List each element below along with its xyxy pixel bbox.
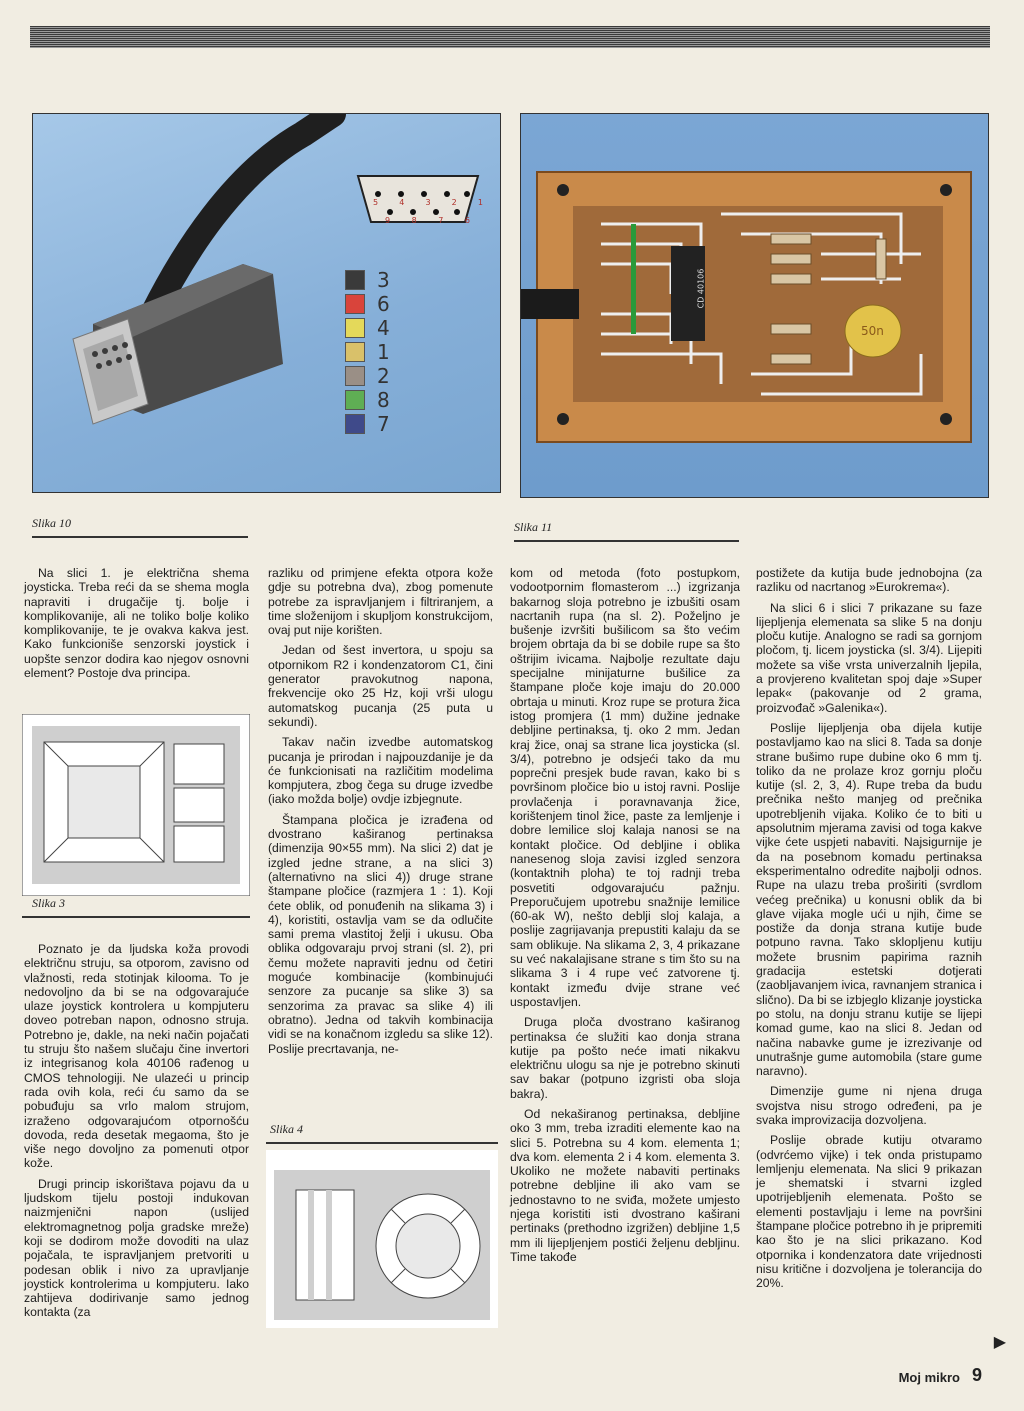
paragraph: Od nekaširanog pertinaksa, debljine oko 3 mm, treba izraditi elemente kao na slici 5. Potrebna su 4 kom. elementa 1; dva kom. elementa 2 i 4 kom. elementa 3. Ukoliko ne možete nabaviti pertinaks potrebne debljine ili ako vam se jednostavno to ne sviđa, možete umjesto njega koristiti isti dvostrano kaširani pertinaks (prethodno izgrižen) debljine 1,5 mm ili lijepljenjem postići željenu debljinu. Time takođe [510, 1106, 740, 1264]
wire-color-swatch [345, 342, 365, 362]
column-2 [268, 566, 493, 1062]
chip-label: CD 40106 [696, 268, 706, 309]
wire-legend-row [345, 364, 415, 388]
wire-legend-row [345, 316, 415, 340]
wire-color-swatch [345, 390, 365, 410]
pin-number: 2 [451, 198, 457, 207]
photo-circuit-board [520, 113, 989, 498]
wire-color-swatch [345, 294, 365, 314]
wire-pin-number: 3 [377, 268, 390, 292]
wire-pin-number: 6 [377, 292, 390, 316]
pin-number: 5 [373, 198, 379, 207]
paragraph: Poslije lijepljenja oba dijela kutije postavljamo kao na slici 8. Tada sa donje strane bušimo rupe dubine oko 6 mm tj. toliko da ne prolaze kroz gornju ploču kutije (sl. 2, 3, 4). Rupe treba da budu prečnika nešto manjeg od prečnika upotrebljenih vijaka. Koliko će to biti u apsolutnim mjerama zavisi od toga kakve vijke ćete uspjeti nabaviti. Najsigurnije je da na posebnom komadu pertinaksa eksperimentalno odredite najbolji odnos. Rupe na ulazu treba proširiti (svrdlom većeg prečnika) u konusni oblik da bi glave vijaka mogle ući u njih, čime se postiže da donja strana kutije bude potpuno ravna. Tako sklopljenu kutiju možete brusnim papirima raznih gradacija estetski dotjerati (zaobljavanjem ivica, ravnanjem stranica i slično). Da bi se izbjeglo klizanje joysticka po stolu, na donju stranu kutije se lijepi komad gume, kao na slici 8. Jedan od načina nabavke gume je izrezivanje od unutrašnje gume automobila (stare gume naravno). [756, 720, 982, 1079]
pin-number: 4 [399, 198, 405, 207]
paragraph: Poslije obrade kutiju otvaramo (odvrćemo vijke) i tek onda pristupamo lemljenju elemenata. Na slici 9 prikazan je shematski i stvarni izgled upotrijebljenih elemenata. Pošto se elementi postavljaju i leme na površini štampane pločice potrebno ih je pripremiti kao što je na slici prikazano. Kod otpornika i kondenzatora date vrijednosti nisu kritične i dozvoljena je tolerancija do 20%. [756, 1133, 982, 1291]
caption-rule-11 [514, 540, 739, 542]
wire-color-swatch [345, 318, 365, 338]
connector-pin-numbers-bottom [385, 216, 470, 225]
wire-pin-number: 8 [377, 388, 390, 412]
pin-number: 7 [438, 216, 444, 225]
caption-slika-10: Slika 10 [32, 516, 71, 530]
paragraph: kom od metoda (foto postupkom, vodootpornim flomasterom ...) izgrizanja bakarnog sloja potrebno je izbušiti osam nacrtanih rupa (na sl. 2). Poželjno je bušenje izvršiti bušilicom sa što većim brojem obrtaja da bi se dobile rupe sa što oštrijim ivicama. Najbolje rezultate daju specijalne minijaturne bušilice za štampane ploče koje imaju do 20.000 obrtaja u minuti. Kroz rupe se protura žica istog promjera (1 mm) dužine jednake debljine pertinaksa, tj. oko 2 mm. Jedan kraj žice, onaj sa strane lica joysticka (sl. 3/4), potrebno je odsjeći tako da mu poprečni presjek bude ravan, kako bi s površinom pločice bio u istoj ravni. Poslije provlačenja i poravnavanja žice, korištenjem tinol žice, paste za lemljenje i dobre lemilice sloj kalaja nanosi se na kontakt pločice. Od debljine i oblika nanesenog sloja zavisi izgled senzora (kontaktnih ploha) te toj radnji treba posvetiti odgovarajuću pažnju. Preporučujem upotrebu snažnije lemilice (60-ak W), nešto deblji sloj kalaja, a poslije zagrijavanja prepustiti kalaju da se sam oblikuje. Na slikama 2, 3, 4 prikazane su već nakalajisane strane s tim što su na slikama 3 i 4 rupe već zatvorene tj. kontakt između dvije strane već uspostavljen. [510, 566, 740, 1009]
paragraph: Štampana pločica je izrađena od dvostrano kaširanog pertinaksa (dimenzija 90×55 mm). Na slici 2) dat je izgled jedne strane, a na slici 3) (alternativno na slici 4)) druge strane štampane pločice (razmjera 1 : 1). Koji ćete oblik, od ponuđenih na slikama 3) i 4), koristiti, ostavlja vam se da odlučite sami prema vlastitoj želji i ukusu. Oba oblika odgovaraju prvoj strani (sl. 2), pri čemu možete napraviti jednu od četiri moguće kombinacije (kombinujući senzore za pucanje sa slike 3) sa senzorima za pravac sa slike 4) ili obratno). Jedna od takvih kombinacija vidi se na konačnom izgledu sa slike 12). Poslije precrtavanja, ne- [268, 812, 493, 1056]
column-1-bottom [24, 942, 249, 1326]
paragraph: Jedan od šest invertora, u spoju sa otpornikom R2 i kondenzatorom C1, čini generator pravokutnog napona, frekvencije oko 25 Hz, koji vrši ulogu automatskog pucanja (25 puta u sekundi). [268, 643, 493, 729]
magazine-name: Moj mikro [898, 1370, 960, 1385]
wire-legend-row [345, 388, 415, 412]
column-1-top [24, 566, 249, 686]
pin-number: 8 [411, 216, 417, 225]
figure-slika-3 [22, 714, 250, 896]
capacitor-label: 50n [861, 324, 884, 338]
caption-rule-10 [32, 536, 248, 538]
photo-joystick-connector [32, 113, 501, 493]
caption-slika-11: Slika 11 [514, 520, 553, 534]
paragraph: razliku od primjene efekta otpora kože gdje su potrebna dva), zbog pomenute potrebe za ispravljanjem i filtriranjem, a time složenijom i skupljom konstrukcijom, ovaj put nije korišten. [268, 566, 493, 638]
wire-color-swatch [345, 414, 365, 434]
caption-rule-4 [266, 1142, 498, 1144]
wire-pin-number: 4 [377, 316, 390, 340]
paragraph: postižete da kutija bude jednobojna (za razliku od nacrtanog »Eurokrema«). [756, 566, 982, 595]
wire-pin-number: 7 [377, 412, 390, 436]
paragraph: Na slici 1. je električna shema joysticka. Treba reći da se shema mogla napraviti i drugačije tj. bolje i komplikovanije, ali ne toliko bolje koliko komplikovanije, te je ovakva kakva jest. Kako funkcioniše senzorski joystick i uopšte senzor dodira kao njegov osnovni element? Postoje dva principa. [24, 566, 249, 681]
paragraph: Poznato je da ljudska koža provodi električnu struju, sa otporom, zavisno od vlažnosti, reda stotinjak kilooma. To je nedovoljno da bi se na odgovarajuće ulaze joystick kontrolera u kompjuteru doveo potreban napon, odnosno struja. Potrebno je, dakle, na neki način pojačati tu struju što našem slučaju čine invertori iz integrisanog kola 40106 rađenog u CMOS tehnologiji. Ne ulazeći u princip rada ovih kola, reći ću samo da se pobuđuju sa vrlo malom strujom, izraženo odgovarajućom otpornošću dovoda, reda desetak megaoma, što je više nego dovoljno za pomenuti otpor kože. [24, 942, 249, 1171]
circuit-board-illustration [521, 114, 988, 497]
wire-color-legend [345, 268, 415, 436]
wire-color-swatch [345, 270, 365, 290]
paragraph: Na slici 6 i slici 7 prikazane su faze lijepljenja elemenata sa slike 5 na donju ploču kutije. Analogno se radi sa gornjom pločom, tj. licem joysticka (sl. 3/4). Lijepiti možete sa više vrsta univerzalnih ljepila, a provjereno kvalitetan spoj daje »Super lepak« (pakovanje od 2 grama, proizvođač »Galenika«). [756, 600, 982, 715]
connector-cable-illustration [33, 114, 500, 492]
page-number: 9 [971, 1365, 982, 1385]
figure-slika-4 [266, 1150, 498, 1328]
pin-number: 6 [464, 216, 470, 225]
pin-number: 3 [425, 198, 431, 207]
connector-pin-numbers-top [373, 198, 483, 207]
header-stripe-bar [30, 26, 990, 48]
wire-pin-number: 1 [377, 340, 390, 364]
column-3 [510, 566, 740, 1270]
wire-legend-row [345, 268, 415, 292]
caption-slika-4: Slika 4 [270, 1122, 303, 1136]
column-4 [756, 566, 982, 1297]
wire-legend-row [345, 292, 415, 316]
paragraph: Dimenzije gume ni njena druga svojstva nisu strogo određeni, pa je svaka improvizacija dozvoljena. [756, 1084, 982, 1127]
paragraph: Takav način izvedbe automatskog pucanja je prirodan i najpouzdanije je da će funkcionisati na različitim modelima kompjutera, zbog čega su druge izvedbe (iako možda bolje) ovdje izbjegnute. [268, 735, 493, 807]
wire-legend-row [345, 412, 415, 436]
wire-legend-row [345, 340, 415, 364]
caption-rule-3 [22, 916, 250, 918]
caption-slika-3: Slika 3 [32, 896, 65, 910]
paragraph: Drugi princip iskorištava pojavu da u ljudskom tijelu postoji indukovan naizmjenični napon (uslijed elektromagnetnog polja gradske mreže) koji se dodirom može dovoditi na ulaz pojačala, te ispravljanjem pretvoriti u podesan oblik i nivo za upravljanje joystick kontrolerima u kompjuteru. Iako zahtijeva dodirivanje samo jednog kontakta (za [24, 1176, 249, 1320]
wire-color-swatch [345, 366, 365, 386]
continue-arrow-icon: ▶ [993, 1334, 1006, 1351]
pin-number: 1 [477, 198, 483, 207]
paragraph: Druga ploča dvostrano kaširanog pertinaksa će služiti kao donja strana kutije pa pošto neće imati nikakvu električnu ulogu sa nje je potrebno skinuti sav bakar (potpuno izgristi oba sloja bakra). [510, 1015, 740, 1101]
pin-number: 9 [385, 216, 391, 225]
wire-pin-number: 2 [377, 364, 390, 388]
